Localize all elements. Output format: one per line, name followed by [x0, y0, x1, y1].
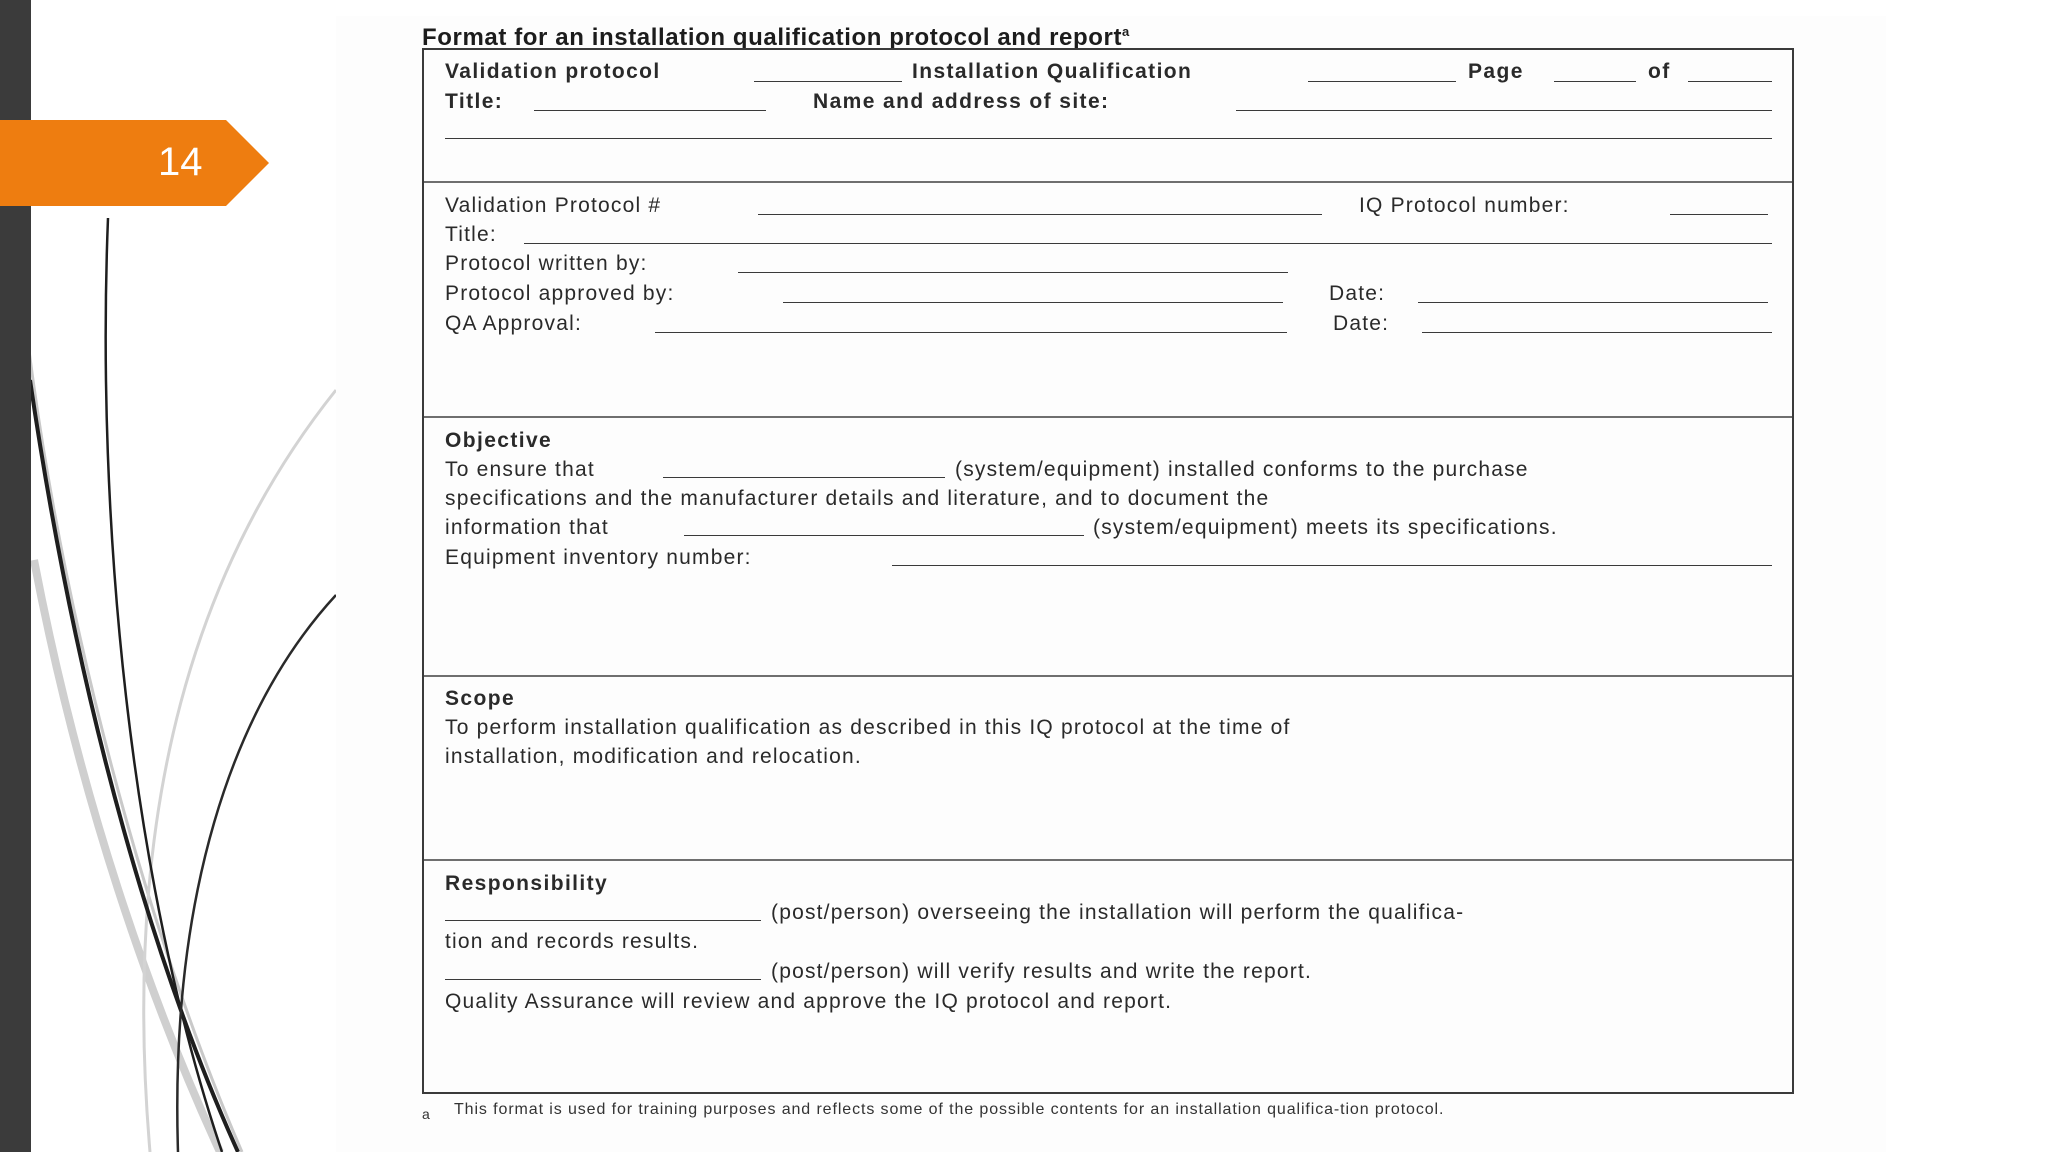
- objective-line1-prefix: To ensure that: [445, 458, 595, 481]
- iq-protocol-number-blank: [1670, 214, 1768, 215]
- site-continuation-blank: [445, 138, 1772, 139]
- qa-approval-blank: [655, 332, 1287, 333]
- equipment-inventory-label: Equipment inventory number:: [445, 546, 752, 569]
- title-footnote-marker: a: [1122, 24, 1130, 39]
- responsibility-line3-suffix: (post/person) will verify results and write the report.: [771, 960, 1313, 983]
- footnote-marker: a: [422, 1106, 430, 1122]
- page-blank: [1554, 81, 1636, 82]
- qa-date-blank: [1422, 332, 1772, 333]
- installation-qualification-label: Installation Qualification: [912, 60, 1193, 83]
- iq-blank: [1308, 81, 1456, 82]
- page-number-tab: [0, 120, 269, 206]
- objective-line1-suffix: (system/equipment) installed conforms to the purchase: [955, 458, 1529, 481]
- protocol-title-blank: [524, 243, 1772, 244]
- responsibility-verifier-blank: [445, 979, 761, 980]
- of-blank: [1688, 81, 1772, 82]
- scope-line1: To perform installation qualification as described in this IQ protocol at the time of: [445, 716, 1291, 739]
- objective-heading: Objective: [445, 429, 553, 452]
- responsibility-line4: Quality Assurance will review and approve the IQ protocol and report.: [445, 990, 1173, 1013]
- site-label: Name and address of site:: [813, 90, 1110, 113]
- page-label: Page: [1468, 60, 1524, 83]
- objective-line3-suffix: (system/equipment) meets its specifications.: [1093, 516, 1558, 539]
- scope-line2: installation, modification and relocation.: [445, 745, 862, 768]
- equipment-inventory-blank: [892, 565, 1772, 566]
- responsibility-overseer-blank: [445, 920, 761, 921]
- responsibility-heading: Responsibility: [445, 872, 609, 895]
- protocol-written-by-blank: [738, 272, 1288, 273]
- protocol-approved-by-blank: [783, 302, 1283, 303]
- document-title-text: Format for an installation qualification protocol and report: [422, 24, 1123, 51]
- of-label: of: [1648, 60, 1671, 83]
- objective-system-blank: [663, 477, 945, 478]
- validation-protocol-blank: [754, 81, 902, 82]
- objective-line3-prefix: information that: [445, 516, 609, 539]
- protocol-title-label: Title:: [445, 223, 497, 246]
- validation-protocol-label: Validation protocol: [445, 60, 661, 83]
- protocol-written-by-label: Protocol written by:: [445, 252, 648, 275]
- validation-protocol-number-blank: [758, 214, 1322, 215]
- responsibility-line1-suffix: (post/person) overseeing the installation will perform the qualifica-: [771, 901, 1465, 924]
- header-title-blank: [534, 110, 766, 111]
- footnote-text: This format is used for training purposes and reflects some of the possible contents for an installation qualifica-tion protocol.: [454, 1101, 1445, 1118]
- qa-date-label: Date:: [1333, 312, 1390, 335]
- approved-date-label: Date:: [1329, 282, 1386, 305]
- approved-date-blank: [1418, 302, 1768, 303]
- scope-heading: Scope: [445, 687, 516, 710]
- objective-information-blank: [684, 535, 1084, 536]
- header-title-label: Title:: [445, 90, 504, 113]
- slide-page-number: 14: [158, 140, 203, 184]
- objective-line2: specifications and the manufacturer details and literature, and to document the: [445, 487, 1270, 510]
- document-title: [422, 14, 1522, 50]
- validation-protocol-number-label: Validation Protocol #: [445, 194, 662, 217]
- responsibility-line2: tion and records results.: [445, 930, 700, 953]
- qa-approval-label: QA Approval:: [445, 312, 582, 335]
- protocol-approved-by-label: Protocol approved by:: [445, 282, 675, 305]
- iq-protocol-number-label: IQ Protocol number:: [1359, 194, 1570, 217]
- site-blank: [1236, 110, 1772, 111]
